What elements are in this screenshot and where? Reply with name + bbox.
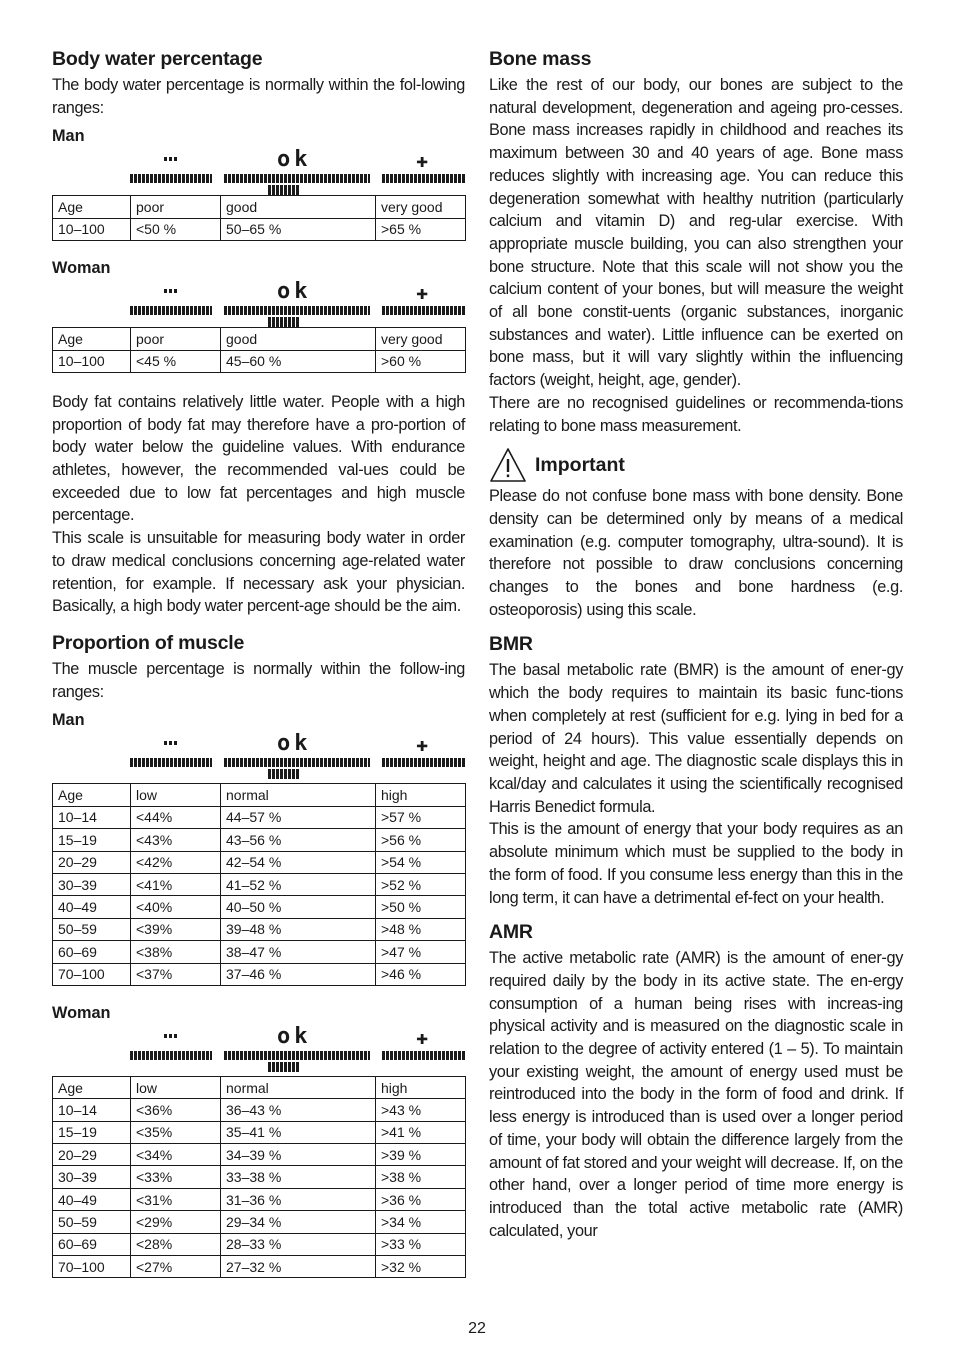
table-cell: <38% — [131, 941, 221, 963]
scale-segment-normal — [224, 1051, 370, 1060]
table-cell: >43 % — [376, 1099, 466, 1121]
table-header-cell: Age — [53, 1076, 131, 1098]
table-cell: 50–59 — [53, 918, 131, 940]
table-cell: >34 % — [376, 1211, 466, 1233]
table-cell: 31–36 % — [221, 1188, 376, 1210]
table-row — [53, 1256, 466, 1278]
table-cell: 60–69 — [53, 1233, 131, 1255]
section-title-muscle: Proportion of muscle — [52, 632, 245, 654]
body-water-text-1: Body fat contains relatively little water. People with a high proportion of body fat may therefore have a pro-portion of body water below the guideline values. With endurance athletes, however, the recommended val-ues could be exceeded due to low fat percentages and high muscle percentage. — [52, 392, 465, 525]
table-water-man — [52, 195, 466, 241]
table-cell: 70–100 — [53, 963, 131, 985]
section-title-body-water: Body water percentage — [52, 48, 263, 70]
table-cell: 30–39 — [53, 873, 131, 895]
table-row — [53, 829, 466, 851]
table-row — [53, 218, 466, 240]
muscle-intro: The muscle percentage is normally within the follow-ing ranges: — [52, 660, 465, 701]
table-cell: <37% — [131, 963, 221, 985]
label-man-water: Man — [52, 127, 85, 146]
table-cell: <45 % — [131, 350, 221, 372]
table-cell: <29% — [131, 1211, 221, 1233]
scale-segment-high — [382, 306, 465, 315]
table-cell: <43% — [131, 829, 221, 851]
table-row — [53, 851, 466, 873]
table-cell: 34–39 % — [221, 1144, 376, 1166]
table-row — [53, 1188, 466, 1210]
table-cell: <39% — [131, 918, 221, 940]
plus-icon: ✚ — [416, 732, 429, 757]
scale-segment-normal — [224, 306, 370, 315]
table-header-row — [53, 196, 466, 218]
table-cell: 15–19 — [53, 829, 131, 851]
table-header-cell: low — [131, 784, 221, 806]
section-bone-mass — [489, 44, 903, 437]
table-header-cell: normal — [221, 1076, 376, 1098]
table-cell: <34% — [131, 1144, 221, 1166]
ok-icon: ok — [277, 731, 312, 757]
plus-icon: ✚ — [416, 280, 429, 305]
important-text: Please do not confuse bone mass with bone density. Bone density can be determined only by means of a medical examination (e.g. computer tomography, ultra-sound). It is therefore not possible to draw conclusions concerning changes to the bones and bone hardness (e.g. osteoporosis) using this scale. — [489, 487, 903, 619]
table-row — [53, 1166, 466, 1188]
table-water-woman — [52, 327, 466, 373]
section-amr — [489, 917, 903, 1242]
table-cell: 10–100 — [53, 350, 131, 372]
important-title: Important — [535, 453, 625, 476]
table-cell: >33 % — [376, 1233, 466, 1255]
scale-segment-high — [382, 174, 465, 183]
table-row — [53, 806, 466, 828]
section-title-bmr: BMR — [489, 633, 533, 656]
body-water-text-2: This scale is unsuitable for measuring body water in order to draw medical conclusions concerning age-related water retention, for example. If necessary ask your physician. Basically, a high body water percent-age should be the aim. — [52, 529, 465, 616]
plus-icon: ✚ — [416, 148, 429, 173]
bmr-text-2: This is the amount of energy that your body requires as an absolute minimum which must be supplied to the body in the form of food. If you consume less energy than this in the long term, it can have a detrimental ef-fect on your health. — [489, 820, 903, 907]
table-cell: 50–59 — [53, 1211, 131, 1233]
table-row — [53, 873, 466, 895]
table-cell: <41% — [131, 873, 221, 895]
table-header-cell: poor — [131, 196, 221, 218]
section-muscle — [52, 628, 465, 1278]
table-header-cell: high — [376, 784, 466, 806]
warning-triangle-icon — [489, 447, 527, 483]
table-cell: >65 % — [376, 218, 466, 240]
scale-segment-low — [130, 306, 212, 315]
left-column — [52, 44, 465, 1278]
scale-display-graphic — [52, 1024, 465, 1072]
table-cell: 41–52 % — [221, 873, 376, 895]
table-row — [53, 941, 466, 963]
table-cell: <50 % — [131, 218, 221, 240]
table-header-row — [53, 784, 466, 806]
table-cell: 50–65 % — [221, 218, 376, 240]
table-cell: 40–49 — [53, 896, 131, 918]
table-muscle-woman — [52, 1076, 466, 1279]
table-header-cell: high — [376, 1076, 466, 1098]
table-cell: 33–38 % — [221, 1166, 376, 1188]
table-cell: 10–14 — [53, 806, 131, 828]
table-cell: 39–48 % — [221, 918, 376, 940]
table-cell: >47 % — [376, 941, 466, 963]
section-title-amr: AMR — [489, 921, 533, 944]
table-cell: 44–57 % — [221, 806, 376, 828]
scale-marker — [268, 185, 300, 195]
table-cell: 43–56 % — [221, 829, 376, 851]
table-cell: 10–14 — [53, 1099, 131, 1121]
table-cell: >52 % — [376, 873, 466, 895]
scale-segment-normal — [224, 758, 370, 767]
ok-icon: ok — [277, 279, 312, 305]
table-cell: >60 % — [376, 350, 466, 372]
bmr-text-1: The basal metabolic rate (BMR) is the amount of ener-gy which the body requires to maintain its basic func-tions when completely at rest (sufficient for e.g. lying in bed for a period of 24 hours). This value essentially depends on weight, height and age. The diagnostic scale displays this in kcal/day and calculates it using the scientifically recognised Harris Benedict formula. — [489, 661, 903, 816]
minus-icon — [164, 289, 178, 293]
table-cell: 40–50 % — [221, 896, 376, 918]
table-cell: >56 % — [376, 829, 466, 851]
scale-segment-low — [130, 758, 212, 767]
table-cell: <31% — [131, 1188, 221, 1210]
table-cell: 28–33 % — [221, 1233, 376, 1255]
minus-icon — [164, 1034, 178, 1038]
scale-segment-low — [130, 174, 212, 183]
section-title-bone-mass: Bone mass — [489, 48, 592, 70]
table-cell: 37–46 % — [221, 963, 376, 985]
table-cell: <40% — [131, 896, 221, 918]
table-header-cell: Age — [53, 196, 131, 218]
table-cell: 35–41 % — [221, 1121, 376, 1143]
table-header-cell: Age — [53, 784, 131, 806]
table-header-cell: Age — [53, 328, 131, 350]
table-cell: 10–100 — [53, 218, 131, 240]
table-header-cell: very good — [376, 328, 466, 350]
table-row — [53, 1121, 466, 1143]
table-cell: >38 % — [376, 1166, 466, 1188]
section-important — [489, 445, 903, 621]
scale-display-graphic — [52, 731, 465, 779]
table-cell: 20–29 — [53, 1144, 131, 1166]
table-cell: 27–32 % — [221, 1256, 376, 1278]
section-bmr — [489, 629, 903, 909]
table-cell: 38–47 % — [221, 941, 376, 963]
label-man-muscle: Man — [52, 711, 85, 730]
table-row — [53, 1099, 466, 1121]
scale-marker — [268, 1062, 300, 1072]
section-body-water — [52, 44, 465, 618]
table-header-row — [53, 1076, 466, 1098]
table-cell: <36% — [131, 1099, 221, 1121]
table-cell: <42% — [131, 851, 221, 873]
plus-icon: ✚ — [416, 1024, 429, 1049]
scale-marker — [268, 769, 300, 779]
scale-segment-normal — [224, 174, 370, 183]
table-cell: 30–39 — [53, 1166, 131, 1188]
table-cell: 20–29 — [53, 851, 131, 873]
table-row — [53, 963, 466, 985]
table-row — [53, 918, 466, 940]
table-row — [53, 1211, 466, 1233]
table-cell: >50 % — [376, 896, 466, 918]
table-header-cell: low — [131, 1076, 221, 1098]
scale-display-graphic — [52, 147, 465, 195]
table-cell: >46 % — [376, 963, 466, 985]
table-cell: <27% — [131, 1256, 221, 1278]
table-cell: <33% — [131, 1166, 221, 1188]
table-row — [53, 350, 466, 372]
table-cell: >39 % — [376, 1144, 466, 1166]
scale-display-graphic — [52, 279, 465, 327]
bone-mass-text-1: Like the rest of our body, our bones are subject to the natural development, degeneration and ageing pro-cesses. Bone mass increases rapidly in childhood and reaches its maximum between 30 and 40 years of age. Bone mass reduces slightly with increasing age. You can reduce this degeneration somewhat with healthy nutrition (particularly calcium and vitamin D) and reg-ular exercise. With appropriate muscle building, you can also strengthen your bone structure. Note that this scale will not show you the calcium content of your bones, but will measure the weight of all bone constit-uents (organic substances, inorganic substances and water). Little influence can be exerted on bone mass, but it will vary slightly within the influencing factors (weight, height, age, gender). — [489, 76, 903, 390]
ok-icon: ok — [277, 147, 312, 173]
label-woman-water: Woman — [52, 259, 111, 278]
table-row — [53, 1144, 466, 1166]
table-muscle-man — [52, 783, 466, 986]
table-cell: >48 % — [376, 918, 466, 940]
table-row — [53, 1233, 466, 1255]
table-cell: 60–69 — [53, 941, 131, 963]
ok-icon: ok — [277, 1023, 312, 1049]
scale-marker — [268, 317, 300, 327]
table-cell: >32 % — [376, 1256, 466, 1278]
body-water-intro: The body water percentage is normally within the fol-lowing ranges: — [52, 76, 465, 117]
table-header-cell: good — [221, 196, 376, 218]
table-header-row — [53, 328, 466, 350]
table-cell: 36–43 % — [221, 1099, 376, 1121]
right-column — [489, 44, 903, 1242]
table-cell: >36 % — [376, 1188, 466, 1210]
table-cell: 42–54 % — [221, 851, 376, 873]
table-cell: 40–49 — [53, 1188, 131, 1210]
scale-segment-low — [130, 1051, 212, 1060]
table-cell: 29–34 % — [221, 1211, 376, 1233]
minus-icon — [164, 157, 178, 161]
table-cell: 45–60 % — [221, 350, 376, 372]
amr-text: The active metabolic rate (AMR) is the amount of ener-gy required daily by the body in its active state. The en-ergy consumption of a human being rises with increas-ing physical activity and is measured on the diagnostic scale in relation to the degree of activity entered (1 – 5). To maintain your existing weight, the amount of energy used must be reintroduced into the body in the form of food and drink. If less energy is introduced than is used over a longer period of time, your body will obtain the difference largely from the amount of fat stored and your weight will decrease. If, on the other hand, over a longer period of time more energy is introduced than the total active metabolic rate (AMR) calculated, your — [489, 949, 903, 1240]
table-row — [53, 896, 466, 918]
label-woman-muscle: Woman — [52, 1003, 111, 1022]
table-header-cell: poor — [131, 328, 221, 350]
minus-icon — [164, 741, 178, 745]
important-heading — [489, 445, 903, 485]
table-cell: <28% — [131, 1233, 221, 1255]
table-cell: >57 % — [376, 806, 466, 828]
scale-segment-high — [382, 1051, 465, 1060]
table-cell: 70–100 — [53, 1256, 131, 1278]
table-header-cell: normal — [221, 784, 376, 806]
table-header-cell: very good — [376, 196, 466, 218]
table-cell: >41 % — [376, 1121, 466, 1143]
bone-mass-text-2: There are no recognised guidelines or recommenda-tions relating to bone mass measurement. — [489, 393, 903, 435]
table-cell: >54 % — [376, 851, 466, 873]
page-number: 22 — [468, 1320, 486, 1337]
table-cell: <44% — [131, 806, 221, 828]
table-cell: <35% — [131, 1121, 221, 1143]
scale-segment-high — [382, 758, 465, 767]
table-cell: 15–19 — [53, 1121, 131, 1143]
table-header-cell: good — [221, 328, 376, 350]
